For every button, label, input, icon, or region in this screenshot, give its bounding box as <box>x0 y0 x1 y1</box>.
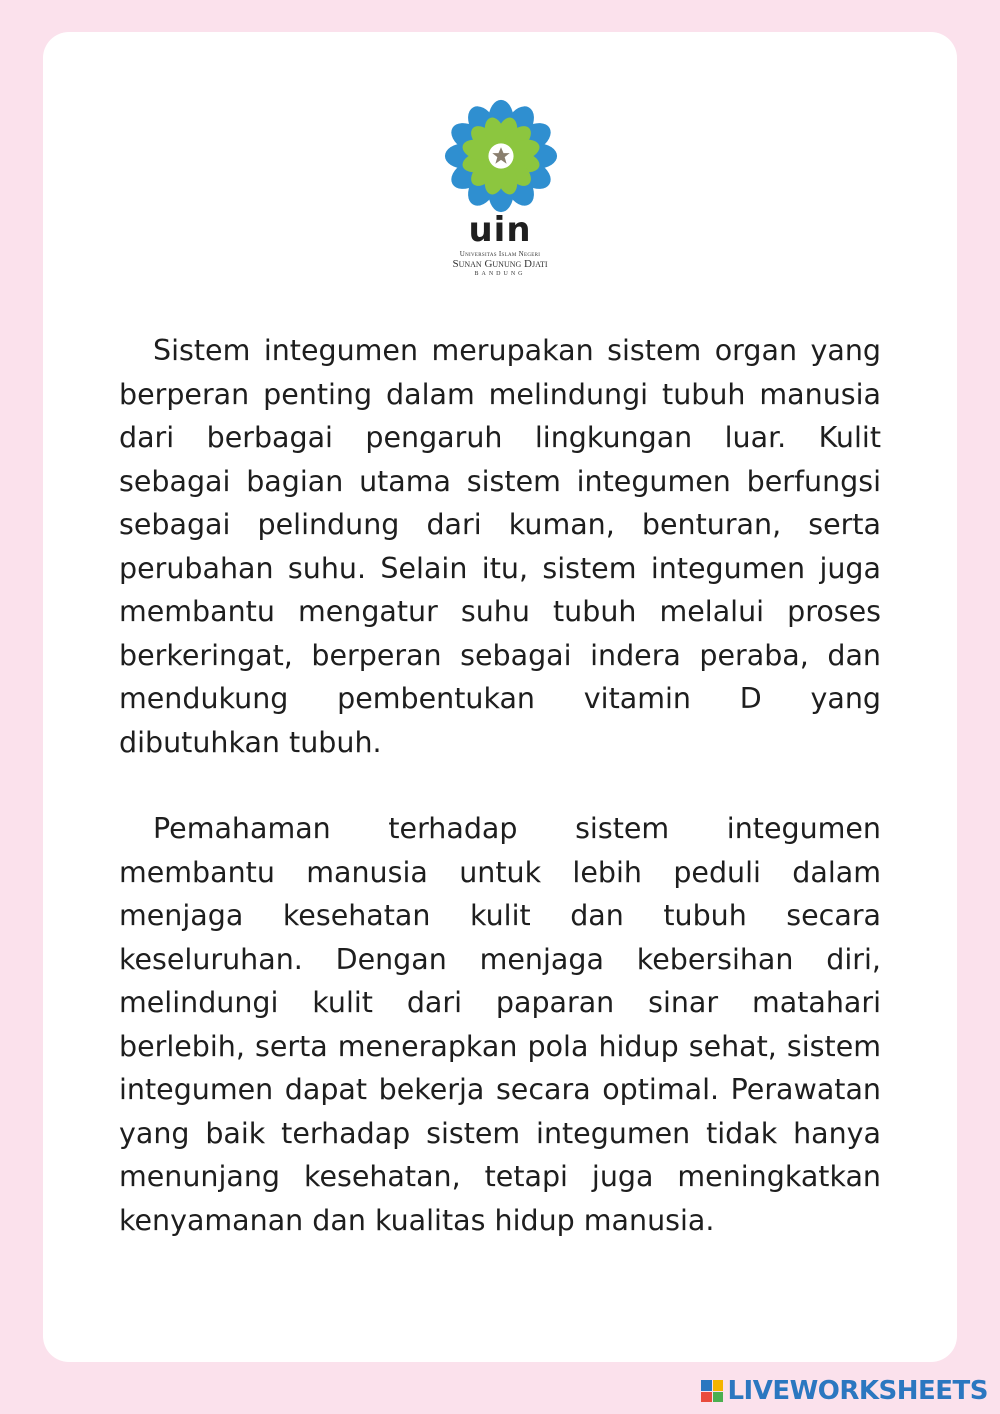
logo-subtitle-3: BANDUNG <box>474 271 526 277</box>
liveworksheets-wordmark: LIVEWORKSHEETS <box>727 1376 988 1406</box>
worksheet-card <box>43 32 957 1362</box>
logo-wordmark: uin <box>468 210 532 250</box>
university-logo <box>43 32 957 292</box>
liveworksheets-brand[interactable] <box>701 1376 988 1406</box>
flower-emblem-icon <box>443 98 559 214</box>
paragraph-2: Pemahaman terhadap sistem integumen membantu manusia untuk lebih peduli dalam menjaga kesehatan kulit dan tubuh secara keseluruhan. Dengan menjaga kebersihan diri, melindungi kulit dari paparan sinar matahari berlebih, serta menerapkan pola hidup sehat, sistem integumen dapat bekerja secara optimal. Perawatan yang baik terhadap sistem integumen tidak hanya menunjang kesehatan, tetapi juga meningkatkan kenyamanan dan kualitas hidup manusia. <box>119 812 881 1237</box>
paragraph-1: Sistem integumen merupakan sistem organ yang berperan penting dalam melindungi tubuh manusia dari berbagai pengaruh lingkungan luar. Kulit sebagai bagian utama sistem integumen berfungsi sebagai pelindung dari kuman, benturan, serta perubahan suhu. Selain itu, sistem integumen juga membantu mengatur suhu tubuh melalui proses berkeringat, berperan sebagai indera peraba, dan mendukung pembentukan vitamin D yang dibutuhkan tubuh. <box>119 334 881 759</box>
logo-subtitle-1: Universitas Islam Negeri <box>459 250 541 258</box>
logo-subtitle-2: Sunan Gunung Djati <box>452 258 548 270</box>
liveworksheets-logo-icon <box>701 1380 723 1402</box>
